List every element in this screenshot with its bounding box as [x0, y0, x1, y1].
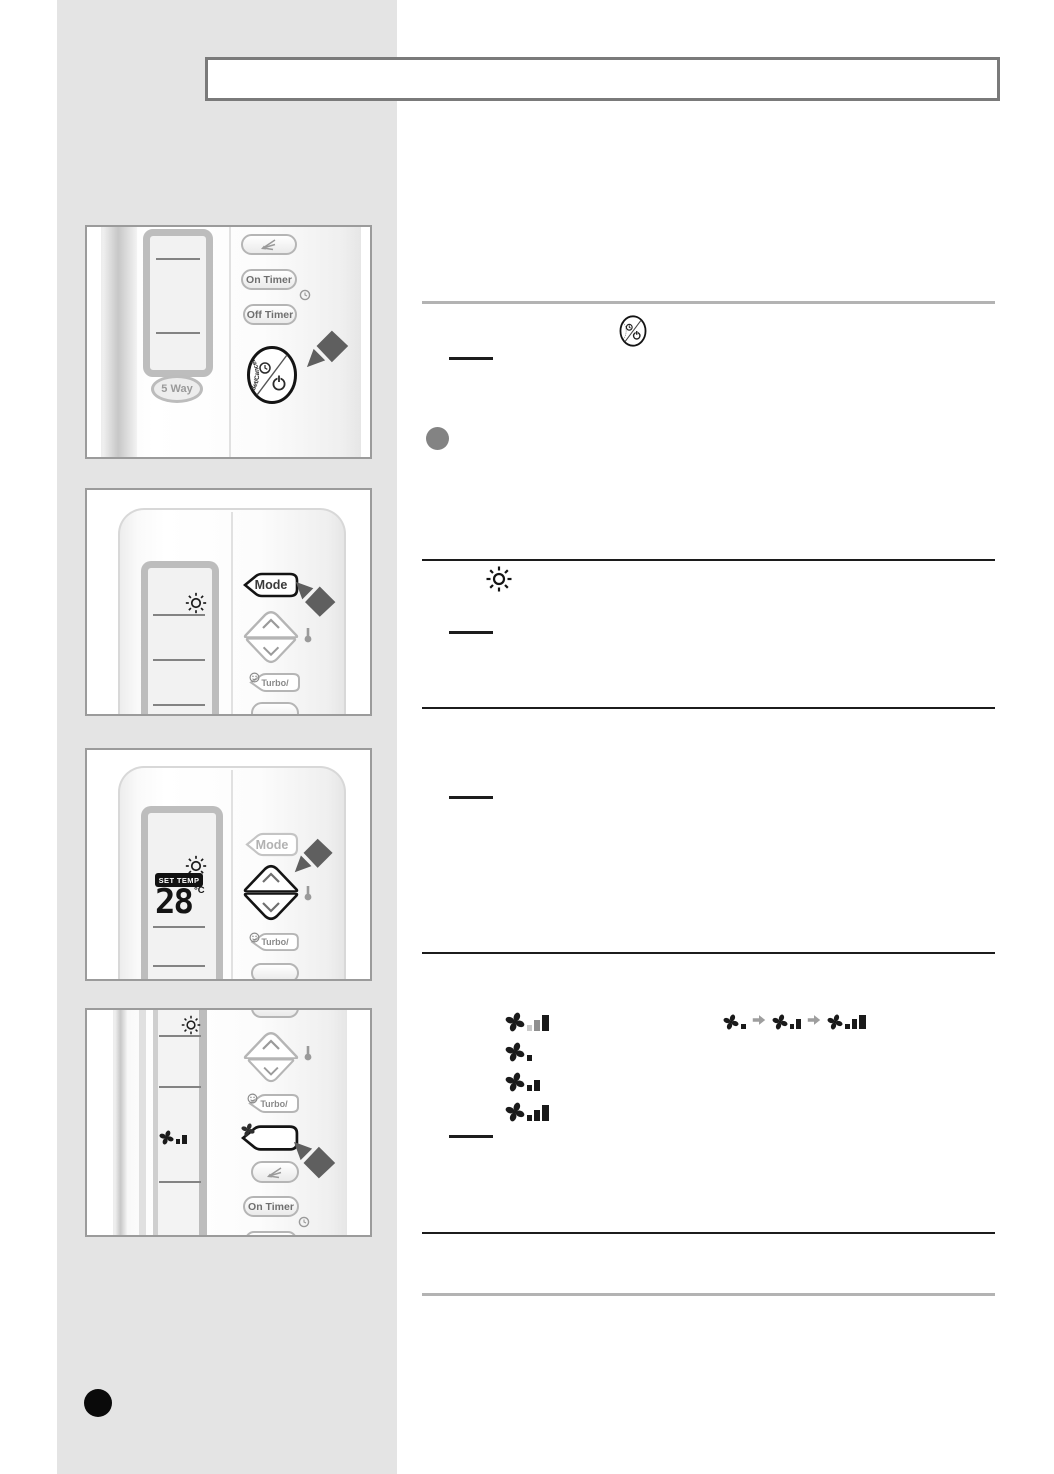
remote-seam	[229, 227, 231, 457]
lcd-segment-line	[156, 332, 200, 334]
section-divider	[422, 301, 995, 304]
pointer-arrow-icon	[293, 580, 341, 626]
turbo-label: Turbo/	[261, 677, 289, 688]
partial-button	[245, 1231, 297, 1237]
section-divider	[422, 1232, 995, 1234]
partial-button	[251, 1008, 299, 1018]
on-timer-button	[241, 269, 297, 290]
figure-mode-step	[85, 488, 372, 716]
off-timer-label: Off Timer	[246, 308, 294, 321]
fan-speed-display-icon	[159, 1130, 187, 1150]
fan-speed-low-icon	[505, 1040, 532, 1062]
set-cancel-button	[246, 345, 298, 405]
five-way-label: 5 Way	[161, 383, 193, 395]
set-cancel-inline-icon	[617, 315, 649, 347]
set-temp-label: SET TEMP	[158, 875, 200, 885]
lcd-segment-line	[159, 1035, 201, 1037]
fan-speed-step-icon	[723, 1014, 746, 1030]
set-cancel-label: Set/Cancel	[249, 358, 262, 393]
fan-speed-step-icon	[827, 1014, 865, 1030]
heat-mode-sun-icon	[185, 592, 207, 614]
page-number-dot	[84, 1389, 112, 1417]
lcd-segment-line	[159, 1181, 201, 1183]
note-underline	[449, 357, 493, 360]
lcd-segment-line	[153, 926, 205, 928]
turbo-button	[249, 932, 301, 952]
lcd-segment-line	[153, 659, 205, 661]
sequence-arrow-icon	[751, 1012, 767, 1030]
on-timer-label: On Timer	[246, 273, 292, 286]
temp-down-button	[243, 1059, 299, 1083]
thermometer-icon	[303, 626, 313, 643]
figure-fan-speed-step	[85, 1008, 372, 1237]
thermometer-icon	[303, 884, 313, 901]
section-divider	[422, 559, 995, 561]
partial-button	[251, 963, 299, 981]
page-title-box	[205, 57, 1000, 101]
off-timer-button	[243, 304, 297, 325]
mode-button	[243, 572, 299, 598]
remote-seam	[231, 512, 233, 714]
air-swing-icon	[266, 1166, 284, 1179]
temperature-value: 28	[155, 882, 192, 922]
turbo-label: Turbo/	[261, 937, 289, 947]
lcd-segment-line	[153, 965, 205, 967]
thermometer-icon	[303, 1044, 313, 1061]
note-underline	[449, 1135, 493, 1138]
remote-edge	[115, 1010, 127, 1235]
five-way-button	[151, 375, 203, 403]
pointer-arrow-icon	[305, 319, 353, 371]
clock-icon	[298, 1216, 310, 1228]
air-swing-icon	[260, 238, 278, 251]
fan-speed-medium-icon	[505, 1070, 540, 1092]
smiley-icon	[249, 672, 260, 683]
fan-speed-sequence	[723, 1004, 866, 1030]
lcd-segment-line	[156, 258, 200, 260]
temp-up-button	[243, 610, 299, 638]
clock-icon	[299, 289, 311, 301]
figure-set-cancel-step	[85, 225, 372, 459]
note-bullet	[426, 427, 449, 450]
turbo-button	[249, 672, 301, 693]
note-underline	[449, 796, 493, 799]
fan-speed-step-icon	[772, 1014, 802, 1030]
remote-edge	[103, 227, 137, 457]
fan-speed-auto-icon	[505, 1010, 549, 1032]
heat-mode-sun-icon	[486, 566, 512, 592]
fan-icon	[241, 1123, 255, 1137]
section-divider	[422, 707, 995, 709]
lcd-segment-line	[159, 1086, 201, 1088]
smiley-icon	[249, 932, 260, 943]
temp-up-button	[243, 1031, 299, 1059]
temperature-unit: °C	[194, 885, 205, 896]
lcd-segment-line	[153, 704, 205, 706]
mode-label: Mode	[255, 837, 289, 852]
lcd-panel	[153, 1010, 207, 1235]
on-timer-label: On Timer	[248, 1200, 294, 1213]
partial-button	[251, 702, 299, 716]
sidebar-background	[57, 0, 397, 1474]
lcd-panel	[141, 561, 219, 716]
temp-down-button	[243, 893, 299, 921]
figure-temperature-step	[85, 748, 372, 981]
on-timer-button	[243, 1196, 299, 1217]
remote-seam	[231, 770, 233, 981]
turbo-button	[247, 1093, 301, 1114]
pointer-arrow-icon	[291, 830, 339, 874]
section-divider	[422, 952, 995, 954]
lcd-segment-line	[153, 614, 205, 616]
pointer-arrow-icon	[291, 1140, 341, 1188]
turbo-label: Turbo/	[260, 1098, 288, 1109]
sequence-arrow-icon	[806, 1012, 822, 1030]
smiley-icon	[247, 1093, 258, 1104]
air-swing-button	[251, 1161, 299, 1183]
lcd-panel	[143, 229, 213, 377]
temp-down-button	[243, 638, 299, 664]
mode-label: Mode	[254, 578, 288, 592]
remote-edge	[139, 1010, 146, 1235]
heat-mode-sun-icon	[181, 1015, 201, 1035]
fan-speed-high-icon	[505, 1100, 549, 1122]
note-underline	[449, 631, 493, 634]
section-divider	[422, 1293, 995, 1296]
air-swing-button	[241, 234, 297, 255]
